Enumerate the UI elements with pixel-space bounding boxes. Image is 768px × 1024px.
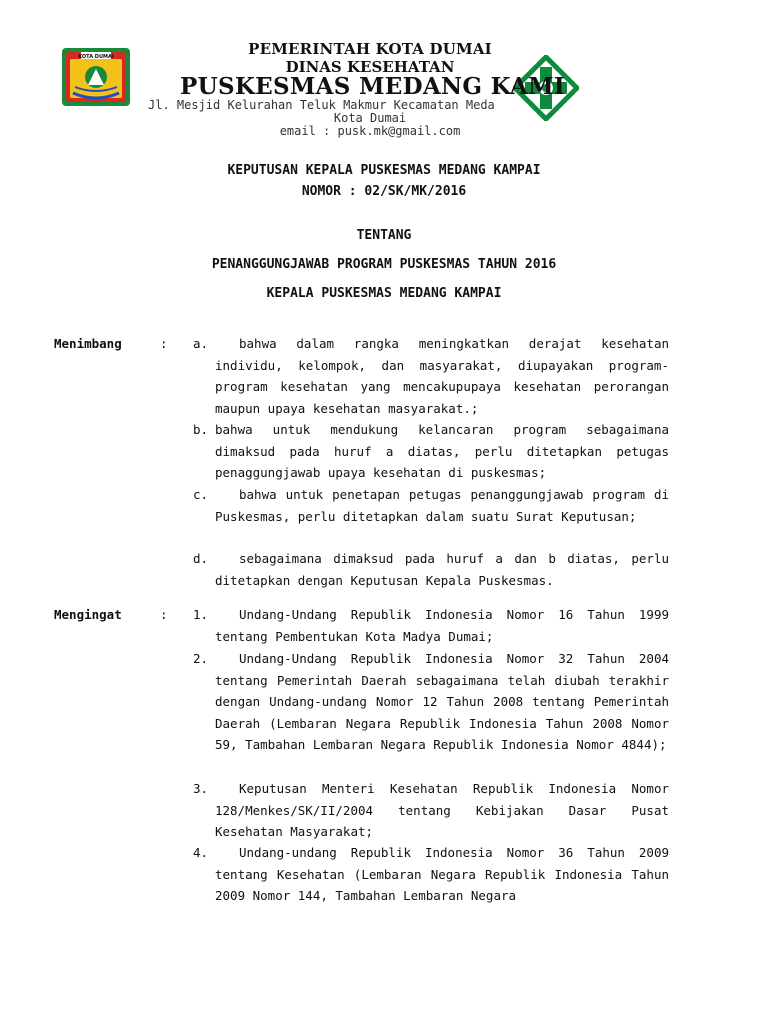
decree-title: KEPUTUSAN KEPALA PUSKESMAS MEDANG KAMPAI: [227, 163, 541, 178]
item-text: sebagaimana dimaksud pada huruf a dan b diatas, perlu ditetapkan dengan Keputusan Kepala Puskesmas.: [215, 551, 669, 588]
svg-text:KOTA DUMAI: KOTA DUMAI: [78, 54, 114, 60]
header-email: email : pusk.mk@gmail.com: [279, 124, 461, 138]
header-institution: PUSKESMAS MEDANG KAMI: [180, 73, 565, 100]
menimbang-label: Menimbang: [54, 336, 122, 351]
mengingat-item: [193, 648, 669, 756]
item-text: bahwa untuk mendukung kelancaran program sebagaimana dimaksud pada huruf a diatas, perlu ditetapkan petugas penaggungjawab upaya kesehatan di puskesmas;: [215, 422, 669, 480]
mengingat-item: [193, 842, 669, 907]
mengingat-label: Mengingat: [54, 607, 122, 622]
header-government: PEMERINTAH KOTA DUMAI: [248, 40, 492, 58]
item-text: Undang-Undang Republik Indonesia Nomor 32 Tahun 2004 tentang Pemerintah Daerah sebagaimana telah diubah terakhir dengan Undang-undang Nomor 12 Tahun 2008 tentang Pemerintah Daerah (Lembaran Negara Republik Indonesia Tahun 2008 Nomor 59, Tambahan Lembaran Negara Republik Indonesia Nomor 4844);: [215, 651, 669, 752]
item-marker: 1.: [193, 607, 209, 622]
menimbang-item: [193, 548, 669, 591]
header-department: DINAS KESEHATAN: [285, 58, 455, 76]
item-text: bahwa dalam rangka meningkatkan derajat kesehatan individu, kelompok, dan masyarakat, diupayakan program-program kesehatan yang mencakupupaya kesehatan perorangan maupun upaya kesehatan masyarakat.;: [215, 336, 669, 416]
menimbang-colon: :: [160, 336, 168, 351]
item-text: Undang-Undang Republik Indonesia Nomor 16 Tahun 1999 tentang Pembentukan Kota Madya Dumai;: [215, 607, 669, 644]
decree-authority: KEPALA PUSKESMAS MEDANG KAMPAI: [266, 286, 502, 301]
item-marker: 2.: [193, 651, 209, 666]
menimbang-item: [193, 484, 669, 527]
item-marker: d.: [193, 551, 209, 566]
mengingat-item: [193, 778, 669, 843]
item-marker: a.: [193, 336, 209, 351]
item-text: Undang-undang Republik Indonesia Nomor 36 Tahun 2009 tentang Kesehatan (Lembaran Negara Republik Indonesia Tahun 2009 Nomor 144, Tambahan Lembaran Negara: [215, 845, 669, 903]
item-marker: 4.: [193, 845, 209, 860]
mengingat-item: [193, 604, 669, 647]
header-address: Jl. Mesjid Kelurahan Teluk Makmur Kecamatan Meda: [148, 98, 495, 112]
item-marker: c.: [193, 487, 209, 502]
decree-subject: PENANGGUNGJAWAB PROGRAM PUSKESMAS TAHUN 2016: [211, 257, 557, 272]
menimbang-item: [193, 419, 669, 484]
item-marker: b.: [193, 422, 209, 437]
header-city: Kota Dumai: [333, 111, 407, 125]
decree-number: NOMOR : 02/SK/MK/2016: [301, 184, 467, 199]
menimbang-item: [193, 333, 669, 419]
decree-about-label: TENTANG: [356, 228, 412, 243]
item-marker: 3.: [193, 781, 209, 796]
item-text: bahwa untuk penetapan petugas penanggungjawab program di Puskesmas, perlu ditetapkan dalam suatu Surat Keputusan;: [215, 487, 669, 524]
mengingat-colon: :: [160, 607, 168, 622]
item-text: Keputusan Menteri Kesehatan Republik Indonesia Nomor 128/Menkes/SK/II/2004 tentang Kebijakan Dasar Pusat Kesehatan Masyarakat;: [215, 781, 669, 839]
